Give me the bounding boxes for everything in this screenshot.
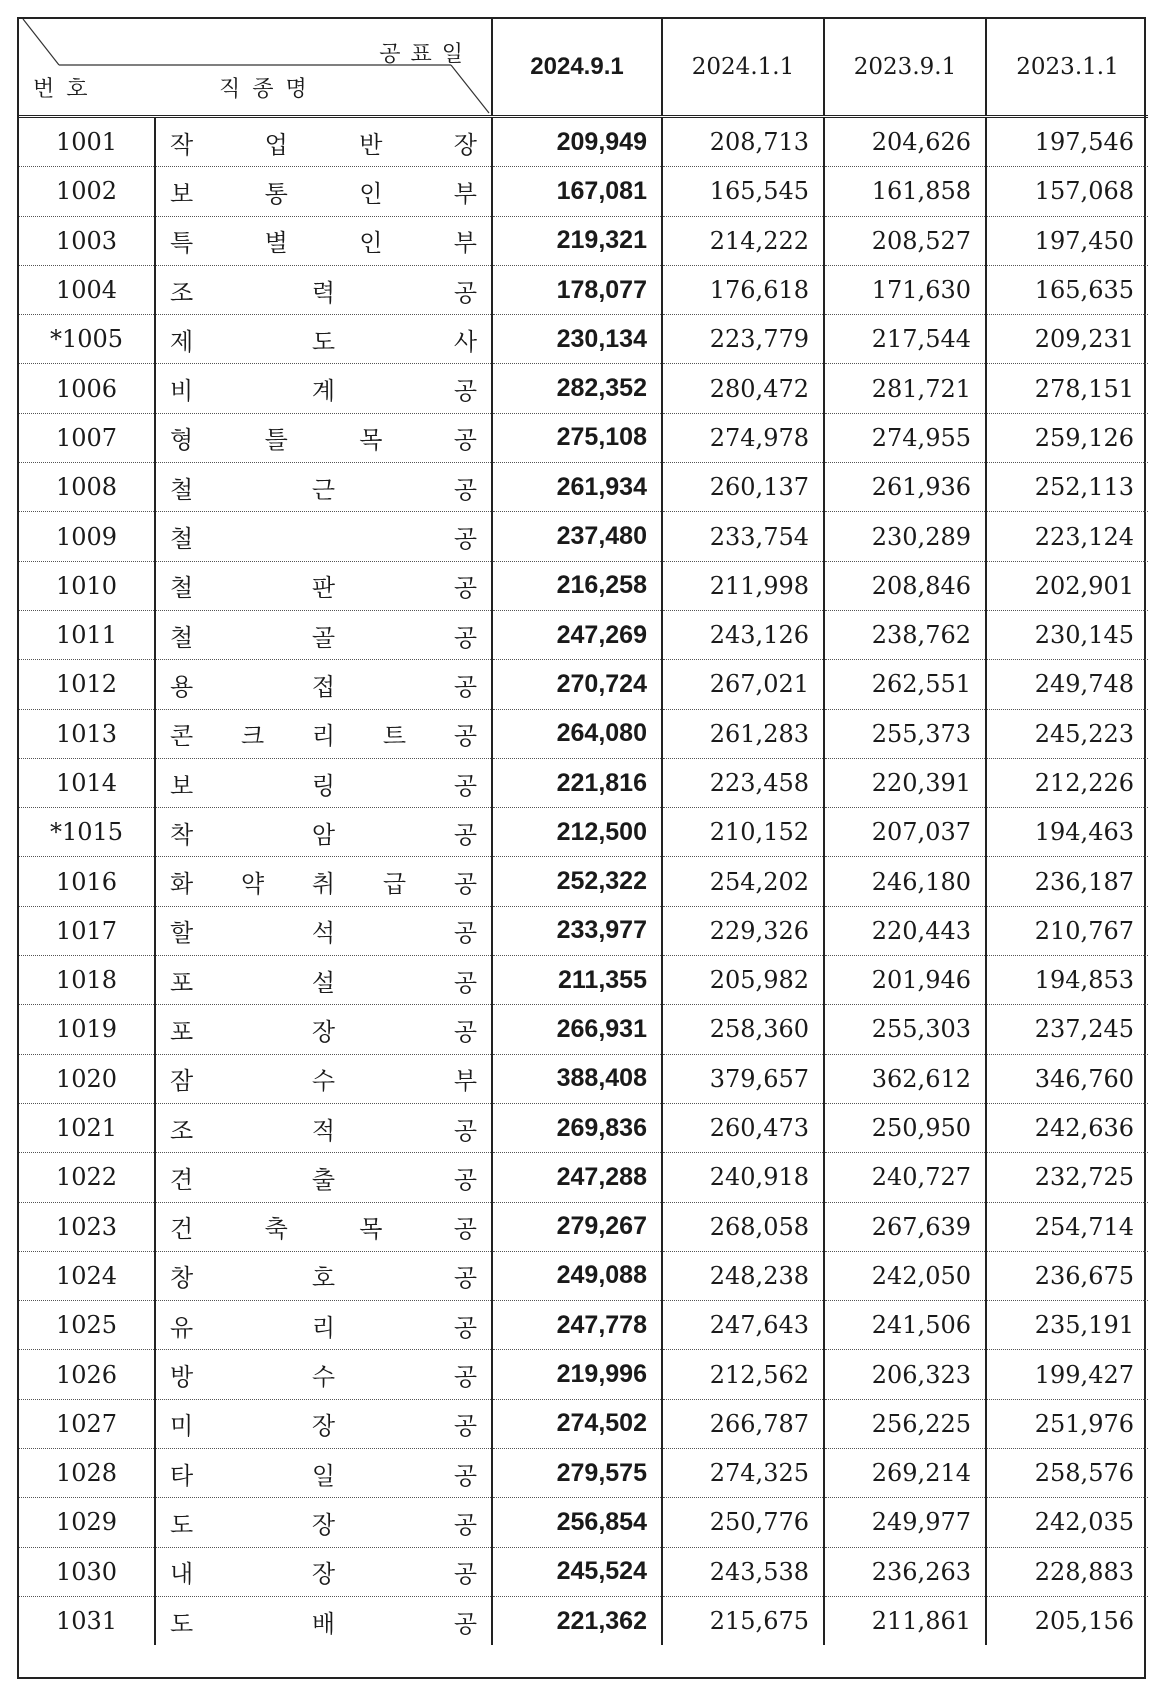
wage-value-cell-3: 261,936 (824, 463, 986, 512)
wage-value-cell-2: 266,787 (662, 1399, 824, 1448)
wage-value-cell-4: 230,145 (986, 610, 1148, 659)
table-row (19, 610, 1148, 659)
wage-value-cell-3: 362,612 (824, 1054, 986, 1103)
wage-value-cell-4: 346,760 (986, 1054, 1148, 1103)
wage-value-cell-4: 223,124 (986, 512, 1148, 561)
job-number-cell: 1017 (19, 906, 155, 955)
wage-value-cell-1: 247,778 (492, 1301, 662, 1350)
wage-value-cell-3: 267,639 (824, 1202, 986, 1251)
job-title-cell (155, 709, 492, 758)
wage-value-cell-1: 270,724 (492, 660, 662, 709)
wage-value-cell-4: 254,714 (986, 1202, 1148, 1251)
wage-value-cell-4: 249,748 (986, 660, 1148, 709)
job-title-cell (155, 1449, 492, 1498)
job-title-cell (155, 1054, 492, 1103)
wage-value-cell-4: 199,427 (986, 1350, 1148, 1399)
job-number-cell: 1031 (19, 1596, 155, 1645)
wage-value-cell-3: 217,544 (824, 315, 986, 364)
table-row (19, 808, 1148, 857)
job-title-text: 조 력 공 (170, 278, 477, 307)
job-title-text: 도 배 공 (170, 1609, 477, 1638)
wage-value-cell-2: 254,202 (662, 857, 824, 906)
table-row (19, 1301, 1148, 1350)
job-number-cell: 1029 (19, 1498, 155, 1547)
job-title-text: 건 축 목 공 (170, 1215, 477, 1244)
wage-value-cell-2: 210,152 (662, 808, 824, 857)
job-title-cell (155, 1153, 492, 1202)
job-number-cell: 1014 (19, 758, 155, 807)
job-title-text: 비 계 공 (170, 377, 477, 406)
wage-value-cell-2: 176,618 (662, 265, 824, 314)
table-row (19, 758, 1148, 807)
job-title-text: 잠 수 부 (170, 1067, 477, 1096)
table-row (19, 117, 1148, 167)
job-number-cell: *1005 (19, 315, 155, 364)
table-row (19, 1449, 1148, 1498)
wage-value-cell-3: 241,506 (824, 1301, 986, 1350)
job-title-cell (155, 610, 492, 659)
wage-value-cell-3: 201,946 (824, 956, 986, 1005)
wage-value-cell-1: 212,500 (492, 808, 662, 857)
job-title-cell (155, 413, 492, 462)
wage-value-cell-1: 388,408 (492, 1054, 662, 1103)
wage-value-cell-1: 279,267 (492, 1202, 662, 1251)
wage-value-cell-1: 221,362 (492, 1596, 662, 1645)
job-number-cell: 1006 (19, 364, 155, 413)
job-title-text: 방 수 공 (170, 1363, 477, 1392)
table-row (19, 512, 1148, 561)
job-number-cell: 1008 (19, 463, 155, 512)
job-title-cell (155, 660, 492, 709)
wage-value-cell-1: 261,934 (492, 463, 662, 512)
wage-value-cell-2: 165,545 (662, 167, 824, 216)
wage-value-cell-1: 266,931 (492, 1005, 662, 1054)
job-title-text: 유 리 공 (170, 1313, 477, 1342)
wage-value-cell-3: 236,263 (824, 1547, 986, 1596)
table-row (19, 1103, 1148, 1152)
wage-value-cell-2: 280,472 (662, 364, 824, 413)
wage-value-cell-3: 269,214 (824, 1449, 986, 1498)
table-row (19, 463, 1148, 512)
job-number-cell: 1001 (19, 117, 155, 167)
wage-value-cell-3: 161,858 (824, 167, 986, 216)
wage-value-cell-3: 246,180 (824, 857, 986, 906)
wage-value-cell-3: 256,225 (824, 1399, 986, 1448)
job-title-text: 화 약 취 급 공 (170, 870, 477, 899)
table-row (19, 413, 1148, 462)
table-row (19, 167, 1148, 216)
wage-value-cell-3: 211,861 (824, 1596, 986, 1645)
number-column-label: 번호 (33, 77, 100, 102)
job-title-text: 착 암 공 (170, 820, 477, 849)
job-number-cell: 1004 (19, 265, 155, 314)
wage-value-cell-3: 242,050 (824, 1251, 986, 1300)
job-title-text: 형 틀 목 공 (170, 426, 477, 455)
date-header-1: 2024.9.1 (492, 19, 662, 117)
wage-value-cell-1: 211,355 (492, 956, 662, 1005)
job-title-column-label: 직종명 (219, 77, 319, 102)
job-title-cell (155, 758, 492, 807)
corner-header-cell (19, 19, 492, 117)
job-title-text: 미 장 공 (170, 1412, 477, 1441)
wage-value-cell-2: 260,137 (662, 463, 824, 512)
wage-value-cell-1: 282,352 (492, 364, 662, 413)
wage-value-cell-2: 214,222 (662, 216, 824, 265)
wage-value-cell-3: 171,630 (824, 265, 986, 314)
wage-value-cell-2: 233,754 (662, 512, 824, 561)
job-title-cell (155, 1103, 492, 1152)
wage-value-cell-4: 236,187 (986, 857, 1148, 906)
wage-value-cell-3: 262,551 (824, 660, 986, 709)
wage-value-cell-4: 278,151 (986, 364, 1148, 413)
table-row (19, 561, 1148, 610)
wage-value-cell-1: 178,077 (492, 265, 662, 314)
job-number-cell: 1002 (19, 167, 155, 216)
job-title-cell (155, 1399, 492, 1448)
wage-value-cell-4: 209,231 (986, 315, 1148, 364)
wage-value-cell-1: 221,816 (492, 758, 662, 807)
wage-value-cell-4: 237,245 (986, 1005, 1148, 1054)
job-title-cell (155, 1596, 492, 1645)
job-number-cell: 1028 (19, 1449, 155, 1498)
job-title-cell (155, 561, 492, 610)
job-title-text: 내 장 공 (170, 1560, 477, 1589)
job-number-cell: *1015 (19, 808, 155, 857)
table-row (19, 1153, 1148, 1202)
wage-value-cell-2: 240,918 (662, 1153, 824, 1202)
wage-value-cell-1: 216,258 (492, 561, 662, 610)
job-number-cell: 1010 (19, 561, 155, 610)
wage-value-cell-1: 269,836 (492, 1103, 662, 1152)
wage-table-frame (17, 17, 1146, 1679)
wage-value-cell-3: 249,977 (824, 1498, 986, 1547)
wage-value-cell-2: 250,776 (662, 1498, 824, 1547)
table-row (19, 709, 1148, 758)
wage-value-cell-2: 247,643 (662, 1301, 824, 1350)
wage-value-cell-3: 204,626 (824, 117, 986, 167)
wage-value-cell-4: 194,463 (986, 808, 1148, 857)
job-title-cell (155, 1005, 492, 1054)
job-title-cell (155, 265, 492, 314)
job-title-cell (155, 1547, 492, 1596)
wage-value-cell-4: 228,883 (986, 1547, 1148, 1596)
wage-value-cell-1: 245,524 (492, 1547, 662, 1596)
wage-value-cell-1: 167,081 (492, 167, 662, 216)
wage-value-cell-1: 233,977 (492, 906, 662, 955)
job-title-text: 창 호 공 (170, 1264, 477, 1293)
wage-value-cell-3: 274,955 (824, 413, 986, 462)
job-number-cell: 1016 (19, 857, 155, 906)
header-row (19, 19, 1148, 117)
wage-value-cell-2: 215,675 (662, 1596, 824, 1645)
job-title-text: 철 공 (170, 525, 477, 554)
wage-value-cell-3: 208,527 (824, 216, 986, 265)
job-title-cell (155, 956, 492, 1005)
wage-table-body (19, 117, 1148, 1646)
job-title-text: 철 골 공 (170, 623, 477, 652)
wage-value-cell-3: 281,721 (824, 364, 986, 413)
job-number-cell: 1030 (19, 1547, 155, 1596)
wage-value-cell-4: 242,636 (986, 1103, 1148, 1152)
wage-value-cell-1: 274,502 (492, 1399, 662, 1448)
wage-value-cell-2: 208,713 (662, 117, 824, 167)
wage-value-cell-1: 264,080 (492, 709, 662, 758)
wage-value-cell-1: 247,269 (492, 610, 662, 659)
job-number-cell: 1013 (19, 709, 155, 758)
job-number-cell: 1027 (19, 1399, 155, 1448)
job-title-text: 포 장 공 (170, 1017, 477, 1046)
job-title-text: 제 도 사 (170, 327, 477, 356)
wage-value-cell-2: 274,978 (662, 413, 824, 462)
job-title-cell (155, 1498, 492, 1547)
job-title-cell (155, 512, 492, 561)
table-row (19, 857, 1148, 906)
wage-value-cell-4: 197,546 (986, 117, 1148, 167)
job-number-cell: 1009 (19, 512, 155, 561)
job-title-cell (155, 216, 492, 265)
job-number-cell: 1018 (19, 956, 155, 1005)
wage-value-cell-2: 211,998 (662, 561, 824, 610)
date-header-4: 2023.1.1 (986, 19, 1148, 117)
job-title-cell (155, 1301, 492, 1350)
table-row (19, 1005, 1148, 1054)
wage-value-cell-2: 267,021 (662, 660, 824, 709)
wage-value-cell-2: 223,458 (662, 758, 824, 807)
table-row (19, 1350, 1148, 1399)
job-title-text: 보 링 공 (170, 771, 477, 800)
job-title-text: 도 장 공 (170, 1510, 477, 1539)
wage-value-cell-2: 229,326 (662, 906, 824, 955)
job-title-text: 조 적 공 (170, 1116, 477, 1145)
wage-value-cell-3: 208,846 (824, 561, 986, 610)
wage-value-cell-4: 232,725 (986, 1153, 1148, 1202)
table-row (19, 956, 1148, 1005)
table-row (19, 1251, 1148, 1300)
wage-value-cell-3: 206,323 (824, 1350, 986, 1399)
wage-value-cell-4: 235,191 (986, 1301, 1148, 1350)
wage-value-cell-3: 240,727 (824, 1153, 986, 1202)
job-title-cell (155, 117, 492, 167)
wage-value-cell-4: 259,126 (986, 413, 1148, 462)
job-number-cell: 1007 (19, 413, 155, 462)
wage-value-cell-4: 242,035 (986, 1498, 1148, 1547)
job-number-cell: 1026 (19, 1350, 155, 1399)
table-row (19, 1202, 1148, 1251)
job-number-cell: 1020 (19, 1054, 155, 1103)
wage-value-cell-2: 274,325 (662, 1449, 824, 1498)
wage-value-cell-3: 255,303 (824, 1005, 986, 1054)
wage-value-cell-4: 205,156 (1034, 1607, 1134, 1636)
table-row (19, 364, 1148, 413)
table-row (19, 1596, 1148, 1645)
table-row (19, 660, 1148, 709)
date-header-2: 2024.1.1 (662, 19, 824, 117)
date-header-3: 2023.9.1 (824, 19, 986, 117)
table-row (19, 1547, 1148, 1596)
wage-value-cell-4: 194,853 (986, 956, 1148, 1005)
wage-value-cell-2: 212,562 (662, 1350, 824, 1399)
job-title-text: 작 업 반 장 (170, 130, 477, 159)
table-row (19, 906, 1148, 955)
wage-value-cell-1: 249,088 (492, 1251, 662, 1300)
wage-value-cell-1: 237,480 (492, 512, 662, 561)
job-title-cell (155, 463, 492, 512)
job-title-cell (155, 857, 492, 906)
job-title-text: 철 근 공 (170, 475, 477, 504)
wage-value-cell-4: 236,675 (986, 1251, 1148, 1300)
wage-value-cell-3: 230,289 (824, 512, 986, 561)
wage-value-cell-3: 238,762 (824, 610, 986, 659)
wage-value-cell-4: 210,767 (986, 906, 1148, 955)
wage-value-cell-2: 379,657 (662, 1054, 824, 1103)
wage-value-cell-1: 279,575 (492, 1449, 662, 1498)
job-number-cell: 1023 (19, 1202, 155, 1251)
job-title-text: 특 별 인 부 (170, 229, 477, 258)
table-row (19, 1498, 1148, 1547)
wage-value-cell-1: 252,322 (492, 857, 662, 906)
wage-value-cell-2: 243,126 (662, 610, 824, 659)
wage-value-cell-4: 252,113 (986, 463, 1148, 512)
wage-value-cell-2: 261,283 (662, 709, 824, 758)
wage-value-cell-2: 223,779 (662, 315, 824, 364)
job-title-text: 보 통 인 부 (170, 179, 477, 208)
wage-value-cell-4: 258,576 (986, 1449, 1148, 1498)
job-title-text: 견 출 공 (170, 1165, 477, 1194)
table-row (19, 1054, 1148, 1103)
job-title-text: 타 일 공 (170, 1461, 477, 1490)
wage-value-cell-1: 247,288 (492, 1153, 662, 1202)
wage-table (19, 19, 1148, 1645)
job-title-cell (155, 906, 492, 955)
wage-value-cell-4: 245,223 (986, 709, 1148, 758)
wage-value-cell-1: 230,134 (492, 315, 662, 364)
wage-value-cell-4: 165,635 (986, 265, 1148, 314)
job-title-text: 할 석 공 (170, 919, 477, 948)
job-number-cell: 1012 (19, 660, 155, 709)
wage-value-cell-2: 260,473 (662, 1103, 824, 1152)
table-row (19, 1399, 1148, 1448)
wage-value-cell-2: 258,360 (662, 1005, 824, 1054)
wage-value-cell-4: 212,226 (986, 758, 1148, 807)
wage-value-cell-1: 256,854 (492, 1498, 662, 1547)
job-title-cell (155, 1251, 492, 1300)
job-title-cell (155, 1350, 492, 1399)
job-title-cell (155, 315, 492, 364)
wage-value-cell-3: 220,391 (824, 758, 986, 807)
job-title-cell (155, 808, 492, 857)
table-row (19, 265, 1148, 314)
wage-value-cell-2: 268,058 (662, 1202, 824, 1251)
job-title-text: 포 설 공 (170, 968, 477, 997)
job-title-cell (155, 167, 492, 216)
table-row (19, 216, 1148, 265)
wage-value-cell-3: 255,373 (824, 709, 986, 758)
wage-value-cell-4: 157,068 (986, 167, 1148, 216)
job-number-cell: 1025 (19, 1301, 155, 1350)
job-title-text: 용 접 공 (170, 672, 477, 701)
wage-value-cell-2: 205,982 (662, 956, 824, 1005)
wage-value-cell-3: 207,037 (824, 808, 986, 857)
wage-value-cell-4: 197,450 (986, 216, 1148, 265)
table-row (19, 315, 1148, 364)
job-title-text: 철 판 공 (170, 574, 477, 603)
job-number-cell: 1019 (19, 1005, 155, 1054)
wage-value-cell-4: 251,976 (986, 1399, 1148, 1448)
wage-value-cell-1: 275,108 (492, 413, 662, 462)
job-number-cell: 1003 (19, 216, 155, 265)
job-title-text: 콘 크 리 트 공 (170, 722, 477, 751)
job-number-cell: 1024 (19, 1251, 155, 1300)
wage-value-cell-3: 250,950 (824, 1103, 986, 1152)
job-number-cell: 1022 (19, 1153, 155, 1202)
wage-value-cell-1: 219,321 (492, 216, 662, 265)
wage-value-cell-1: 219,996 (492, 1350, 662, 1399)
wage-value-cell-1: 209,949 (492, 117, 662, 167)
wage-value-cell-4: 202,901 (986, 561, 1148, 610)
wage-value-cell-2: 243,538 (662, 1547, 824, 1596)
announcement-date-label: 공표일 (379, 42, 473, 67)
job-title-cell (155, 1202, 492, 1251)
wage-value-cell-2: 248,238 (662, 1251, 824, 1300)
job-title-cell (155, 364, 492, 413)
wage-value-cell-3: 220,443 (824, 906, 986, 955)
job-number-cell: 1021 (19, 1103, 155, 1152)
job-number-cell: 1011 (19, 610, 155, 659)
